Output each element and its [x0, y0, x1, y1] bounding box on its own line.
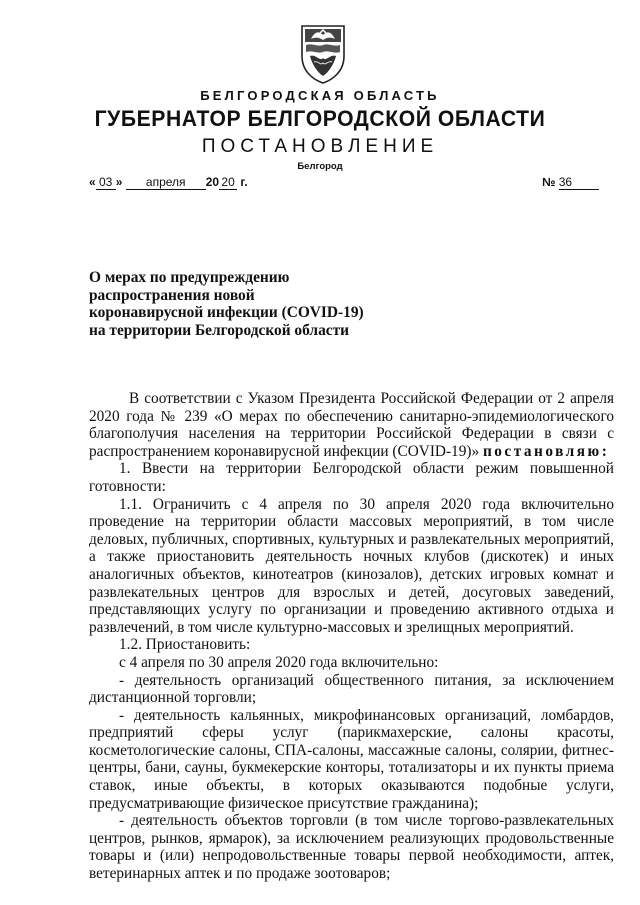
- number-label: №: [542, 175, 556, 189]
- date-year-prefix: 20: [205, 175, 220, 189]
- decree-date: [89, 175, 248, 190]
- title-line: коронавирусной инфекции (COVID-19): [89, 304, 364, 321]
- city-label: Белгород: [297, 161, 343, 172]
- title-line: на территории Белгородской области: [89, 321, 350, 339]
- list-item-catering: - деятельность организаций общественного питания, за исключением дистанционной торговли;: [89, 671, 614, 707]
- list-item-trade: - деятельность объектов торговли (в том числе торгово-развлекательных центров, рынков, ярмарок), за исключением реализующих продовольственные товары и (или) непродовольственные товары первой необходимости, аптек, ветеринарных аптек и по продаже зоотоваров;: [89, 812, 614, 883]
- paragraph-1: 1. Ввести на территории Белгородской области режим повышенной готовности:: [89, 460, 614, 495]
- date-open-quote: «: [89, 175, 96, 189]
- paragraph-1-2-intro: с 4 апреля по 30 апреля 2020 года включительно:: [119, 653, 439, 671]
- preamble-paragraph: [89, 390, 614, 460]
- list-item-services: - деятельность кальянных, микрофинансовых организаций, ломбардов, предприятий сферы услуг (парикмахерские, салоны красоты, косметологические салоны, СПА-салоны, массажные салоны, солярии, фитнес-центры, бани, сауны, букмекерские конторы, тотализаторы и их пункты приема ставок, иные объекты, в которых оказываются подобные услуги, предусматривающие физическое присутствие гражданина);: [89, 706, 614, 812]
- number-value: 36: [559, 176, 599, 190]
- date-day: 03: [96, 176, 116, 190]
- decree-word: постановляю:: [482, 442, 610, 460]
- decree-body: [89, 390, 614, 883]
- title-line: распространения новой: [89, 286, 255, 304]
- document-type-heading: ПОСТАНОВЛЕНИЕ: [201, 136, 439, 157]
- date-year-suffix: 20: [219, 176, 237, 190]
- paragraph-1-1: 1.1. Ограничить с 4 апреля по 30 апреля 2020 года включительно проведение на территории области массовых мероприятий, в том числе деловых, публичных, спортивных, культурных и развлекательных мероприятий, а также приостановить деятельность ночных клубов (дискотек) и иных аналогичных объектов, кинотеатров (кинозалов), детских игровых комнат и развлекательных центров для взрослых и детей, досуговых заведений, представляющих услугу по организации и проведению активного отдыха и развлечений, в том числе культурно-массовых и зрелищных мероприятий.: [89, 495, 614, 636]
- preamble-text: В соответствии с Указом Президента Российской Федерации от 2 апреля 2020 года № 239 «О мерах по обеспечению санитарно-эпидемиологического благополучия населения на территории Российской Федерации в связи с распространением коронавирусной инфекции (COVID-19)»: [89, 390, 614, 460]
- date-year-mark: г.: [240, 175, 248, 189]
- paragraph-1-2: 1.2. Приостановить:: [119, 636, 251, 654]
- coat-of-arms-emblem: [298, 22, 348, 84]
- date-close-quote: »: [115, 175, 123, 189]
- date-month: апреля: [126, 176, 206, 190]
- region-heading: БЕЛГОРОДСКАЯ ОБЛАСТЬ: [200, 88, 440, 103]
- decree-number: [542, 175, 599, 190]
- decree-title: [89, 269, 364, 339]
- title-line: О мерах по предупреждению: [89, 269, 290, 286]
- governor-heading: ГУБЕРНАТОР БЕЛГОРОДСКОЙ ОБЛАСТИ: [94, 106, 546, 131]
